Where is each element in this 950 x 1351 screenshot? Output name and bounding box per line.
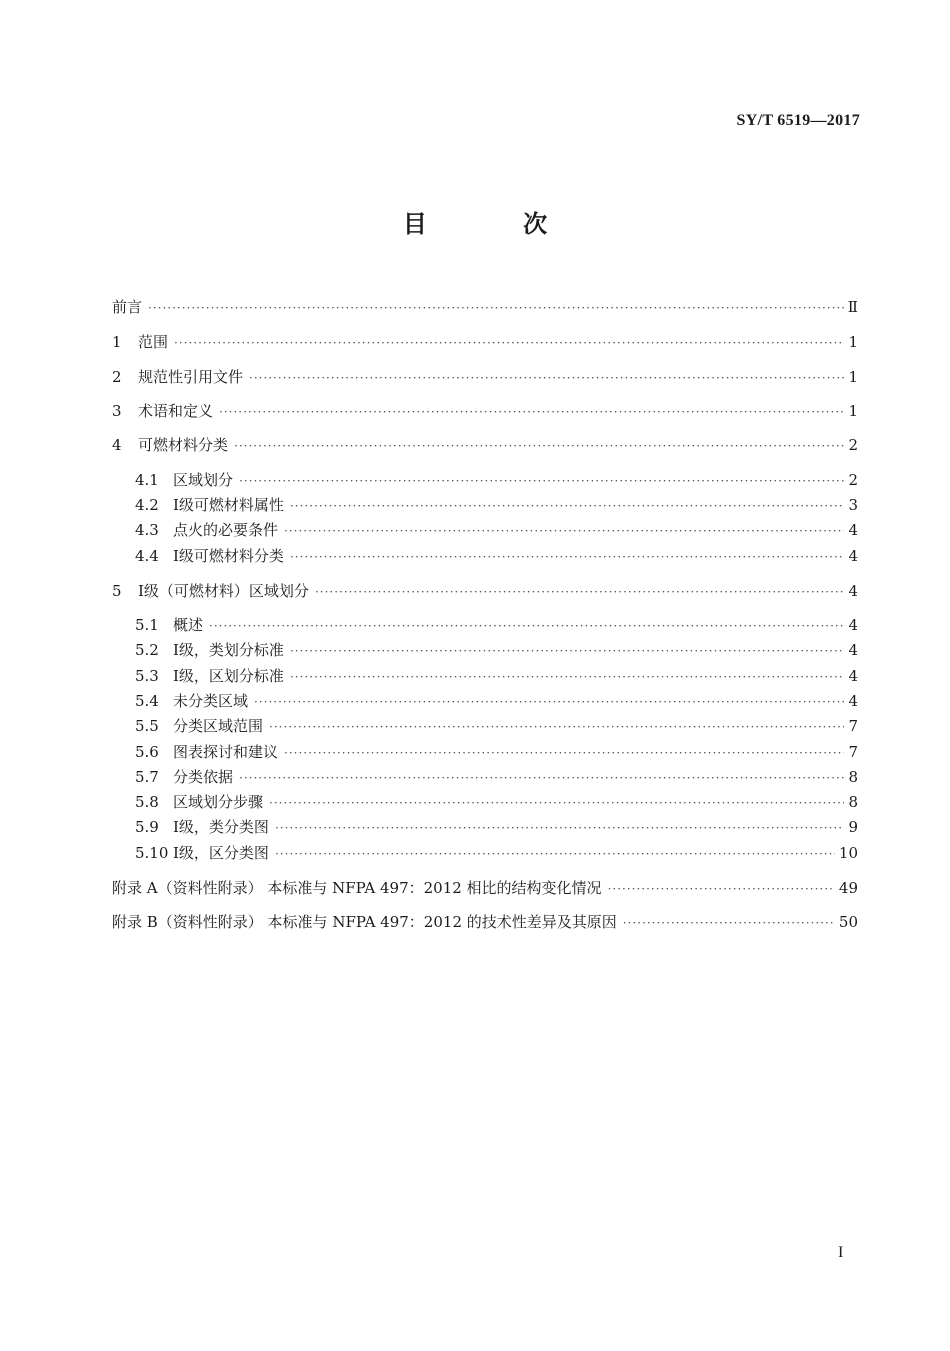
standard-code: SY/T 6519—2017	[736, 112, 860, 129]
leader-dots	[269, 796, 844, 810]
toc-entry-appendix-b[interactable]	[112, 911, 858, 933]
toc-entry-page: 4	[848, 692, 858, 710]
leader-dots	[148, 301, 844, 315]
toc-entry-5-7[interactable]	[135, 766, 858, 788]
toc-entry-number: 5.1	[135, 616, 159, 634]
leader-dots	[249, 371, 844, 385]
toc-entry-label: 术语和定义	[138, 402, 214, 420]
leader-dots	[234, 439, 844, 453]
toc-entry-5-5[interactable]	[135, 715, 858, 737]
leader-dots	[219, 405, 844, 419]
leader-dots	[209, 619, 844, 633]
toc-entry-label: 前言	[112, 298, 143, 316]
toc-entry-number: 2	[112, 368, 122, 386]
toc-entry-4-4[interactable]	[135, 545, 858, 567]
toc-entry-number: 5.5	[135, 717, 159, 735]
toc-entry-page: 3	[848, 496, 858, 514]
toc-entry-label: 区域划分	[173, 471, 234, 489]
toc-entry-number: 5.3	[135, 667, 159, 685]
toc-entry-appendix-a[interactable]	[112, 877, 858, 899]
toc-entry-page: 7	[848, 717, 858, 735]
toc-entry-page: 4	[848, 521, 858, 539]
leader-dots	[174, 336, 844, 350]
toc-entry-label: 概述	[173, 616, 204, 634]
toc-entry-5-1[interactable]	[135, 614, 858, 636]
toc-entry-number: 5.10	[135, 844, 169, 862]
toc-entry-page: 2	[848, 471, 858, 489]
leader-dots	[290, 670, 844, 684]
toc-entry-5-9[interactable]	[135, 816, 858, 838]
toc-title: 目 次	[402, 210, 592, 238]
toc-entry-label: 可燃材料分类	[138, 436, 229, 454]
toc-entry-label: 图表探讨和建议	[173, 743, 279, 761]
leader-dots	[284, 524, 844, 538]
toc-entry-label: 点火的必要条件	[173, 521, 279, 539]
toc-entry-5-6[interactable]	[135, 741, 858, 763]
toc-entry-5-4[interactable]	[135, 690, 858, 712]
toc-entry-4-3[interactable]	[135, 519, 858, 541]
toc-entry-label: Ⅰ级，区分类图	[173, 844, 269, 862]
toc-entry-number: 5.4	[135, 692, 159, 710]
leader-dots	[315, 585, 844, 599]
toc-entry-page: 4	[848, 667, 858, 685]
toc-entry-number: 5.9	[135, 818, 159, 836]
toc-entry-label: Ⅰ级可燃材料分类	[173, 547, 284, 565]
toc-entry-page: 50	[838, 913, 858, 931]
toc-entry-number: 5.6	[135, 743, 159, 761]
leader-dots	[290, 644, 844, 658]
leader-dots	[254, 695, 844, 709]
toc-entry-label: Ⅰ级，区划分标准	[173, 667, 284, 685]
toc-entry-page: 8	[848, 768, 858, 786]
toc-entry-page: 10	[838, 844, 858, 862]
toc-entry-page: 49	[838, 879, 858, 897]
toc-entry-number: 4.2	[135, 496, 159, 514]
toc-entry-4[interactable]	[112, 434, 858, 456]
leader-dots	[290, 550, 844, 564]
toc-entry-1[interactable]	[112, 331, 858, 353]
toc-entry-number: 4.3	[135, 521, 159, 539]
toc-entry-label: 分类依据	[173, 768, 234, 786]
toc-entry-page: 1	[848, 333, 858, 351]
toc-entry-page: 4	[848, 547, 858, 565]
toc-entry-label: 未分类区域	[173, 692, 249, 710]
toc-entry-number: 5.7	[135, 768, 159, 786]
leader-dots	[608, 882, 835, 896]
toc-entry-number: 4.1	[135, 471, 159, 489]
toc-entry-5-3[interactable]	[135, 665, 858, 687]
toc-entry-page: 7	[848, 743, 858, 761]
toc-entry-5[interactable]	[112, 580, 858, 602]
leader-dots	[239, 474, 844, 488]
leader-dots	[284, 746, 844, 760]
toc-entry-label: Ⅰ级（可燃材料）区域划分	[138, 582, 309, 600]
toc-entry-4-1[interactable]	[135, 469, 858, 491]
toc-entry-number: 3	[112, 402, 122, 420]
toc-entry-page: 2	[848, 436, 858, 454]
leader-dots	[269, 720, 844, 734]
toc-entry-number: 5	[112, 582, 122, 600]
toc-entry-page: 4	[848, 616, 858, 634]
toc-entry-number: 5.2	[135, 641, 159, 659]
toc-entry-foreword[interactable]	[112, 296, 858, 318]
toc-entry-number: 4.4	[135, 547, 159, 565]
toc-entry-2[interactable]	[112, 366, 858, 388]
toc-entry-label: 分类区域范围	[173, 717, 264, 735]
toc-entry-4-2[interactable]	[135, 494, 858, 516]
toc-entry-number: 4	[112, 436, 122, 454]
toc-entry-label: 区域划分步骤	[173, 793, 264, 811]
toc-entry-label: 附录 B（资料性附录） 本标准与 NFPA 497：2012 的技术性差异及其原因	[112, 913, 617, 931]
toc-entry-label: Ⅰ级，类分类图	[173, 818, 269, 836]
leader-dots	[623, 916, 835, 930]
toc-entry-page: 1	[848, 368, 858, 386]
toc-entry-label: Ⅰ级，类划分标准	[173, 641, 284, 659]
leader-dots	[239, 771, 844, 785]
toc-entry-label: 附录 A（资料性附录） 本标准与 NFPA 497：2012 相比的结构变化情况	[112, 879, 602, 897]
toc-entry-page: 8	[848, 793, 858, 811]
toc-entry-5-8[interactable]	[135, 791, 858, 813]
toc-entry-page: 1	[848, 402, 858, 420]
toc-entry-page: 4	[848, 641, 858, 659]
leader-dots	[275, 847, 835, 861]
toc-entry-page: 4	[848, 582, 858, 600]
toc-entry-5-10[interactable]	[135, 842, 858, 864]
leader-dots	[290, 499, 844, 513]
page-number: I	[838, 1244, 844, 1261]
toc-entry-page: 9	[848, 818, 858, 836]
leader-dots	[275, 821, 844, 835]
toc-entry-5-2[interactable]	[135, 639, 858, 661]
toc-entry-number: 1	[112, 333, 122, 351]
toc-entry-label: 范围	[138, 333, 169, 351]
toc-entry-label: Ⅰ级可燃材料属性	[173, 496, 284, 514]
toc-entry-label: 规范性引用文件	[138, 368, 244, 386]
toc-entry-3[interactable]	[112, 400, 858, 422]
toc-entry-page: Ⅱ	[847, 298, 858, 316]
toc-entry-number: 5.8	[135, 793, 159, 811]
